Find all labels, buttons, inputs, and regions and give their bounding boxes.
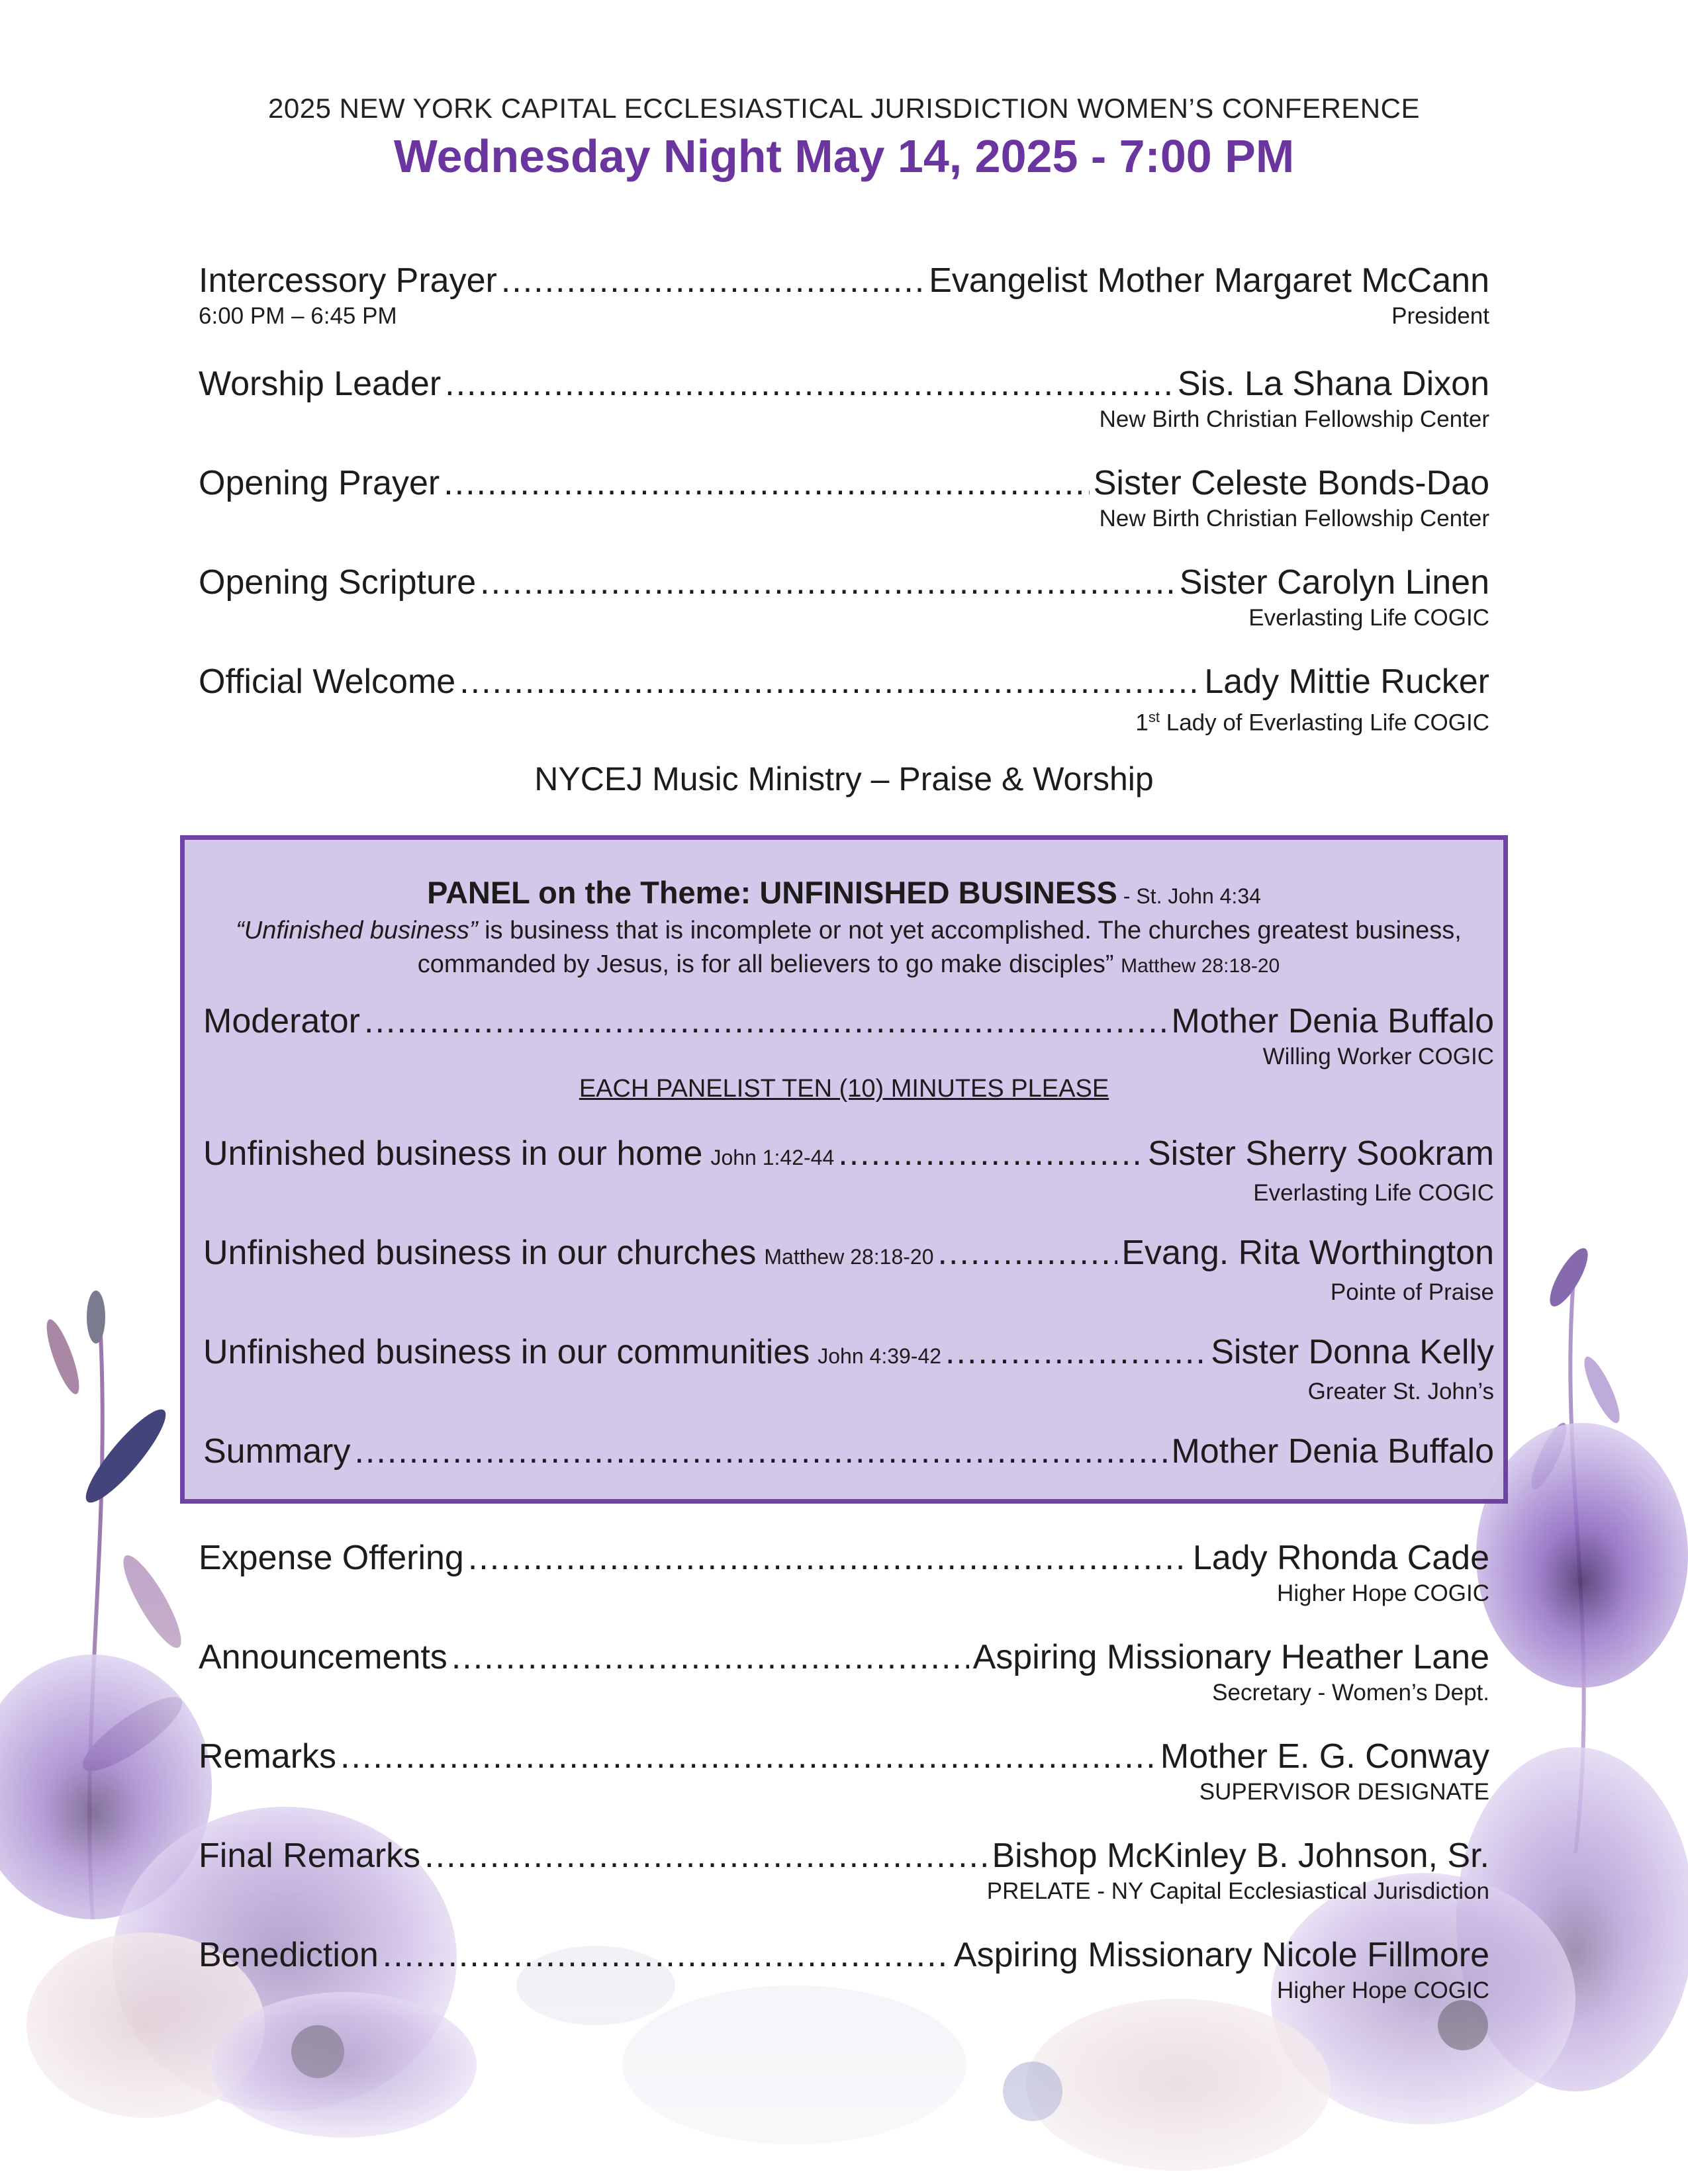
item-name: Sister Celeste Bonds-Dao (1093, 464, 1489, 502)
panel-theme-ref: - St. John 4:34 (1117, 884, 1261, 908)
program-item (199, 1835, 1489, 1906)
program-item (199, 462, 1489, 533)
item-role: Worship Leader (199, 365, 442, 403)
leader-dots (480, 561, 1176, 604)
leader-dots (945, 1331, 1207, 1373)
program-item (199, 1537, 1489, 1608)
item-affiliation: Higher Hope COGIC (1277, 1580, 1489, 1606)
music-ministry: NYCEJ Music Ministry – Praise & Worship (534, 760, 1154, 797)
panel-item (203, 1132, 1494, 1208)
item-affiliation: SUPERVISOR DESIGNATE (1199, 1779, 1489, 1805)
ordinal-suffix: st (1148, 709, 1160, 725)
program-item (199, 259, 1489, 331)
item-role (203, 1331, 941, 1377)
affiliation-text: Lady of Everlasting Life COGIC (1160, 709, 1489, 736)
leader-dots (383, 1934, 950, 1976)
leader-dots (838, 1132, 1144, 1175)
item-role: Expense Offering (199, 1539, 464, 1577)
role-text: Unfinished business in our home (203, 1134, 703, 1173)
program-item (199, 1636, 1489, 1707)
leader-dots (468, 1537, 1189, 1579)
panel-theme (185, 874, 1503, 911)
item-affiliation: PRELATE - NY Capital Ecclesiastical Jurisdiction (986, 1878, 1489, 1904)
item-name: Mother Denia Buffalo (1171, 1002, 1494, 1040)
quote-ref: Matthew 28:18-20 (1121, 955, 1280, 977)
program-item (199, 363, 1489, 434)
item-name: Aspiring Missionary Heather Lane (972, 1638, 1489, 1676)
item-affiliation: New Birth Christian Fellowship Center (1099, 406, 1489, 432)
panel-item (203, 1430, 1494, 1473)
item-affiliation: New Birth Christian Fellowship Center (1099, 506, 1489, 531)
ordinal: 1 (1135, 709, 1149, 736)
panel-theme-title: PANEL on the Theme: UNFINISHED BUSINESS (427, 875, 1117, 910)
item-affiliation: Pointe of Praise (1330, 1279, 1494, 1305)
item-affiliation: Everlasting Life COGIC (1253, 1180, 1494, 1206)
item-role: Official Welcome (199, 662, 456, 701)
role-text: Unfinished business in our churches (203, 1234, 757, 1272)
item-name: Lady Rhonda Cade (1192, 1539, 1489, 1577)
leader-dots (364, 1000, 1167, 1042)
item-name: Aspiring Missionary Nicole Fillmore (953, 1936, 1489, 1974)
item-name: Mother Denia Buffalo (1171, 1432, 1494, 1471)
item-name: Lady Mittie Rucker (1204, 662, 1489, 701)
leader-dots (459, 660, 1200, 703)
item-role: Summary (203, 1432, 351, 1471)
leader-dots (354, 1430, 1167, 1473)
item-affiliation: Everlasting Life COGIC (1248, 605, 1489, 631)
panel-item (203, 1232, 1494, 1307)
item-role (203, 1232, 934, 1278)
item-role: Remarks (199, 1737, 337, 1776)
panel-description (231, 914, 1466, 983)
leader-dots (340, 1735, 1156, 1778)
quote-text: is business that is incomplete or not yet accomplished. The churches greatest business, commanded by Jesus, is for all believers to go make disciples” (417, 917, 1462, 978)
scripture-ref: John 1:42-44 (710, 1146, 835, 1169)
quote-italic: “Unfinished business” (236, 917, 478, 944)
item-role: Moderator (203, 1002, 360, 1040)
panel-item (203, 1331, 1494, 1406)
item-affiliation: Secretary - Women’s Dept. (1212, 1680, 1489, 1706)
program-item (199, 660, 1489, 738)
role-text: Unfinished business in our communities (203, 1333, 810, 1371)
item-role: Final Remarks (199, 1837, 421, 1875)
program-item (199, 561, 1489, 633)
item-name: Sis. La Shana Dixon (1177, 365, 1489, 403)
program-item (199, 1735, 1489, 1807)
item-name: Evang. Rita Worthington (1121, 1234, 1494, 1272)
item-name: Sister Carolyn Linen (1179, 563, 1489, 602)
item-role: Announcements (199, 1638, 447, 1676)
item-affiliation: Higher Hope COGIC (1277, 1978, 1489, 2003)
item-role: Benediction (199, 1936, 379, 1974)
leader-dots (938, 1232, 1118, 1274)
leader-dots (445, 363, 1174, 405)
leader-dots (444, 462, 1090, 504)
item-name: Bishop McKinley B. Johnson, Sr. (992, 1837, 1489, 1875)
item-time: 6:00 PM – 6:45 PM (199, 303, 397, 329)
event-date-time: Wednesday Night May 14, 2025 - 7:00 PM (393, 130, 1295, 182)
item-affiliation: Willing Worker COGIC (1262, 1044, 1494, 1069)
item-name: Sister Sherry Sookram (1147, 1134, 1494, 1173)
program-item (199, 1934, 1489, 2005)
item-affiliation: President (1391, 303, 1489, 329)
item-affiliation: Greater St. John’s (1307, 1379, 1494, 1404)
item-role: Opening Prayer (199, 464, 440, 502)
panelist-notice: EACH PANELIST TEN (10) MINUTES PLEASE (579, 1075, 1109, 1103)
panel-box (180, 835, 1508, 1504)
panel-item (203, 1000, 1494, 1071)
item-name: Evangelist Mother Margaret McCann (929, 261, 1489, 300)
item-affiliation (199, 703, 1489, 738)
item-role: Opening Scripture (199, 563, 477, 602)
leader-dots (424, 1835, 988, 1877)
leader-dots (501, 259, 925, 302)
item-role (203, 1132, 834, 1179)
item-name: Sister Donna Kelly (1211, 1333, 1494, 1371)
item-name: Mother E. G. Conway (1160, 1737, 1489, 1776)
item-role: Intercessory Prayer (199, 261, 497, 300)
scripture-ref: John 4:39-42 (818, 1344, 942, 1368)
scripture-ref: Matthew 28:18-20 (764, 1245, 934, 1269)
leader-dots (451, 1636, 969, 1678)
conference-title: 2025 NEW YORK CAPITAL ECCLESIASTICAL JURISDICTION WOMEN’S CONFERENCE (268, 93, 1420, 124)
